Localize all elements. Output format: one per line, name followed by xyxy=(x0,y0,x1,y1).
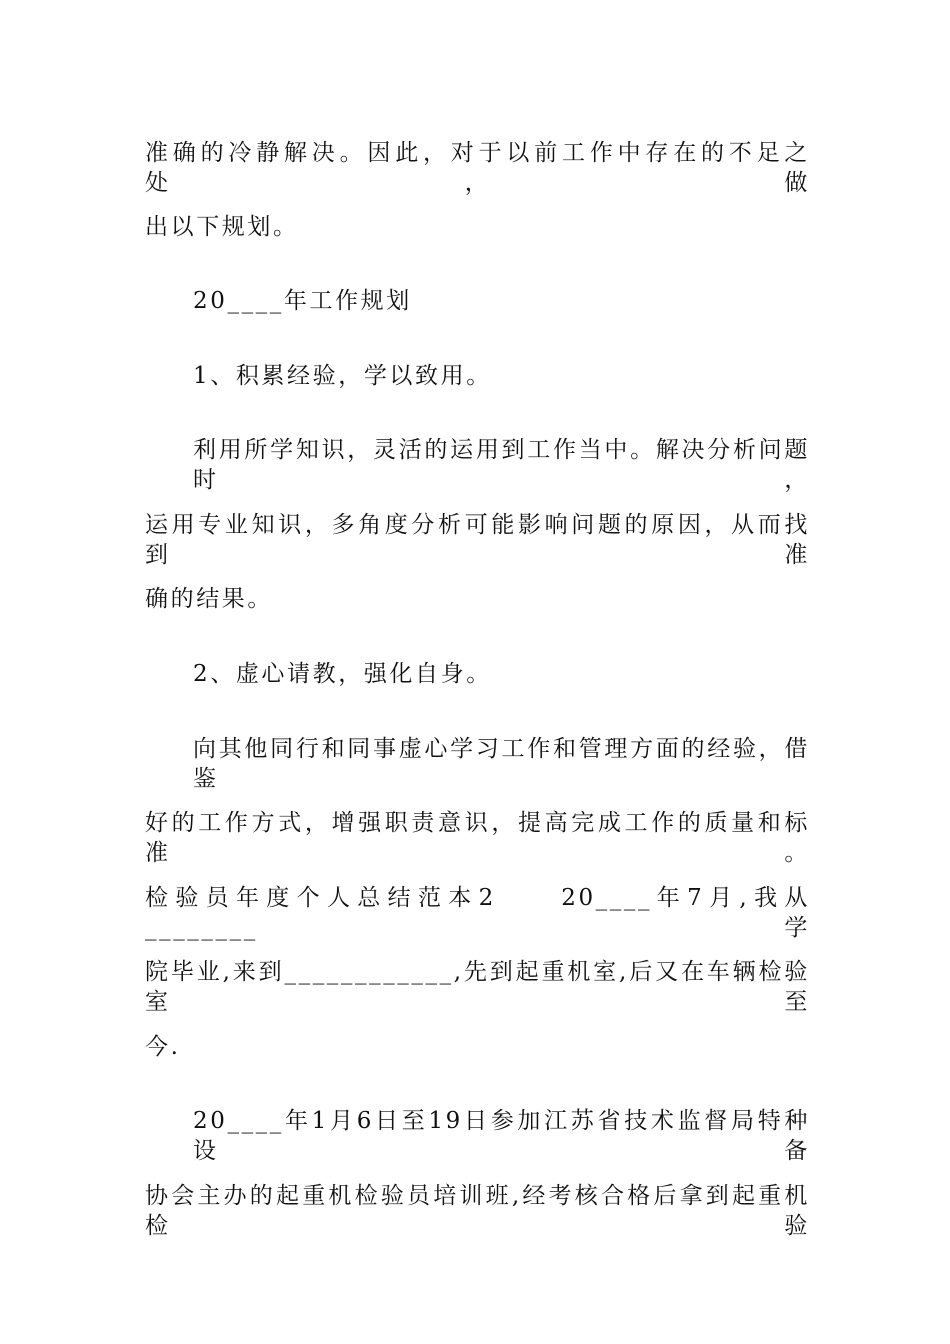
list-item-heading: 2、虚心请教，强化自身。 xyxy=(193,661,492,687)
body-text-line: 准确的冷静解决。因此，对于以前工作中存在的不足之处，做 xyxy=(145,140,810,196)
body-text-line: 今. xyxy=(145,1034,181,1060)
body-text-line: 好的工作方式，增强职责意识，提高完成工作的质量和标准。 xyxy=(145,810,810,866)
body-text-line: 院毕业,来到____________,先到起重机室,后又在车辆检验室至 xyxy=(145,959,810,1015)
body-text-line: 运用专业知识，多角度分析可能影响问题的原因，从而找到准 xyxy=(145,512,810,568)
body-text-line: 出以下规划。 xyxy=(145,214,299,240)
body-text-line: 检验员年度个人总结范本2 20____年7月,我从________学 xyxy=(145,885,810,941)
body-text-line: 确的结果。 xyxy=(145,586,273,612)
body-text-line: 20____年1月6日至19日参加江苏省技术监督局特种设备 xyxy=(193,1108,810,1164)
body-text-line: 利用所学知识，灵活的运用到工作当中。解决分析问题时， xyxy=(193,437,810,493)
body-text-line: 协会主办的起重机检验员培训班,经考核合格后拿到起重机检验 xyxy=(145,1183,810,1239)
list-item-heading: 1、积累经验，学以致用。 xyxy=(193,363,492,389)
section-heading: 20____年工作规划 xyxy=(193,288,412,314)
body-text-line: 向其他同行和同事虚心学习工作和管理方面的经验，借鉴 xyxy=(193,736,810,792)
